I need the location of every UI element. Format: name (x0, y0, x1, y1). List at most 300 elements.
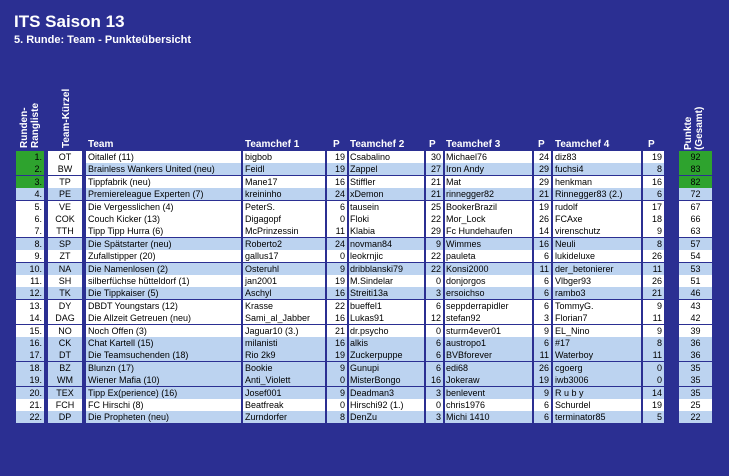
teamchef-1-cell: Anti_Violett (243, 374, 325, 386)
header-team: Team (88, 139, 114, 150)
team-cell: Brainless Wankers United (neu) (86, 163, 241, 175)
table-row (0, 250, 729, 262)
column-divider (424, 163, 426, 175)
table-row (0, 275, 729, 287)
column-divider (325, 225, 327, 237)
teamchef-4-cell: der_betonierer (553, 263, 641, 275)
teamchef-1-cell: Feidl (243, 163, 325, 175)
column-divider (532, 411, 534, 423)
points-3-cell: 6 (533, 337, 551, 349)
points-4-cell: 9 (642, 225, 664, 237)
points-1-cell: 16 (327, 337, 347, 349)
column-divider (641, 201, 643, 213)
points-2-cell: 22 (425, 213, 443, 225)
points-3-cell: 3 (533, 312, 551, 324)
column-divider (325, 275, 327, 287)
column-divider (551, 263, 553, 275)
total-points-cell: 35 (679, 387, 712, 399)
table-row (0, 374, 729, 386)
rank-cell: 22. (16, 411, 44, 423)
column-divider (532, 188, 534, 200)
column-divider (664, 362, 666, 374)
teamchef-1-cell: Osteruhl (243, 263, 325, 275)
total-points-cell: 51 (679, 275, 712, 287)
points-2-cell: 21 (425, 176, 443, 188)
column-divider (424, 387, 426, 399)
rank-cell: 11. (16, 275, 44, 287)
short-cell: DAG (48, 312, 82, 324)
table-row (0, 151, 729, 163)
column-divider (443, 374, 445, 386)
column-divider (532, 151, 534, 163)
column-divider (325, 349, 327, 361)
teamchef-2-cell: bueffel1 (348, 300, 424, 312)
column-divider (664, 287, 666, 299)
column-divider (443, 312, 445, 324)
team-cell: Couch Kicker (13) (86, 213, 241, 225)
total-points-cell: 43 (679, 300, 712, 312)
column-divider (443, 250, 445, 262)
teamchef-1-cell: Jaguar10 (3.) (243, 325, 325, 337)
column-divider (347, 263, 349, 275)
column-divider (44, 188, 46, 200)
points-1-cell: 8 (327, 411, 347, 423)
header-p3: P (538, 139, 545, 150)
column-divider (347, 151, 349, 163)
total-points-cell: 54 (679, 250, 712, 262)
header-p2: P (429, 139, 436, 150)
table-row (0, 176, 729, 188)
column-divider (551, 312, 553, 324)
column-divider (641, 213, 643, 225)
teamchef-2-cell: M.Sindelar (348, 275, 424, 287)
column-divider (82, 312, 84, 324)
points-3-cell: 6 (533, 250, 551, 262)
column-divider (241, 163, 243, 175)
team-cell: Tipp Ex(perience) (16) (86, 387, 241, 399)
short-cell: FCH (48, 399, 82, 411)
teamchef-4-cell: terminator85 (553, 411, 641, 423)
teamchef-1-cell: Bookie (243, 362, 325, 374)
column-divider (241, 325, 243, 337)
column-divider (347, 225, 349, 237)
points-4-cell: 6 (642, 188, 664, 200)
column-divider (641, 362, 643, 374)
points-2-cell: 6 (425, 349, 443, 361)
column-divider (44, 287, 46, 299)
column-divider (241, 387, 243, 399)
points-4-cell: 8 (642, 238, 664, 250)
short-cell: PE (48, 188, 82, 200)
points-3-cell: 11 (533, 263, 551, 275)
column-divider (551, 325, 553, 337)
teamchef-3-cell: sturm4ever01 (444, 325, 532, 337)
column-divider (664, 374, 666, 386)
points-2-cell: 0 (425, 275, 443, 287)
points-1-cell: 9 (327, 362, 347, 374)
points-2-cell: 6 (425, 362, 443, 374)
rank-cell: 16. (16, 337, 44, 349)
teamchef-3-cell: benlevent (444, 387, 532, 399)
column-divider (44, 213, 46, 225)
column-divider (241, 399, 243, 411)
column-divider (241, 263, 243, 275)
column-divider (44, 201, 46, 213)
points-3-cell: 9 (533, 325, 551, 337)
column-divider (325, 250, 327, 262)
total-points-cell: 42 (679, 312, 712, 324)
teamchef-2-cell: DenZu (348, 411, 424, 423)
teamchef-3-cell: Iron Andy (444, 163, 532, 175)
points-3-cell: 9 (533, 387, 551, 399)
column-divider (325, 151, 327, 163)
points-4-cell: 19 (642, 151, 664, 163)
total-points-cell: 35 (679, 374, 712, 386)
teamchef-4-cell: henkman (553, 176, 641, 188)
teamchef-4-cell: virenschutz (553, 225, 641, 237)
short-cell: COK (48, 213, 82, 225)
teamchef-2-cell: Hirschi92 (1.) (348, 399, 424, 411)
points-1-cell: 21 (327, 325, 347, 337)
column-divider (532, 263, 534, 275)
column-divider (443, 225, 445, 237)
column-divider (664, 151, 666, 163)
column-divider (82, 300, 84, 312)
points-2-cell: 0 (425, 399, 443, 411)
column-divider (44, 225, 46, 237)
teamchef-1-cell: milanisti (243, 337, 325, 349)
points-2-cell: 0 (425, 325, 443, 337)
teamchef-1-cell: Krasse (243, 300, 325, 312)
team-cell: Premiereleague Experten (7) (86, 188, 241, 200)
column-divider (82, 188, 84, 200)
column-divider (347, 213, 349, 225)
points-4-cell: 18 (642, 213, 664, 225)
teamchef-1-cell: jan2001 (243, 275, 325, 287)
rank-cell: 1. (16, 151, 44, 163)
column-divider (241, 362, 243, 374)
teamchef-4-cell: diz83 (553, 151, 641, 163)
column-divider (641, 188, 643, 200)
team-cell: Die Tippkaiser (5) (86, 287, 241, 299)
column-divider (44, 250, 46, 262)
column-divider (82, 225, 84, 237)
column-divider (532, 250, 534, 262)
team-cell: Tipp Tipp Hurra (6) (86, 225, 241, 237)
column-divider (664, 163, 666, 175)
points-4-cell: 5 (642, 411, 664, 423)
header-total: Punkte (Gesamt) (683, 106, 705, 150)
column-divider (424, 374, 426, 386)
column-divider (664, 263, 666, 275)
column-divider (532, 201, 534, 213)
rank-cell: 21. (16, 399, 44, 411)
column-divider (443, 213, 445, 225)
points-3-cell: 16 (533, 238, 551, 250)
team-cell: Blunzn (17) (86, 362, 241, 374)
points-3-cell: 6 (533, 300, 551, 312)
column-divider (241, 411, 243, 423)
teamchef-2-cell: leokrnjic (348, 250, 424, 262)
points-1-cell: 0 (327, 250, 347, 262)
teamchef-1-cell: Sami_al_Jabber (243, 312, 325, 324)
points-2-cell: 21 (425, 188, 443, 200)
teamchef-1-cell: Rio 2k9 (243, 349, 325, 361)
team-cell: Oitallef (11) (86, 151, 241, 163)
teamchef-4-cell: rambo3 (553, 287, 641, 299)
teamchef-2-cell: MisterBongo (348, 374, 424, 386)
points-2-cell: 25 (425, 201, 443, 213)
column-divider (551, 411, 553, 423)
column-divider (347, 238, 349, 250)
column-divider (347, 287, 349, 299)
column-divider (347, 349, 349, 361)
column-divider (641, 411, 643, 423)
column-divider (664, 387, 666, 399)
teamchef-1-cell: gallus17 (243, 250, 325, 262)
column-divider (641, 238, 643, 250)
short-cell: DT (48, 349, 82, 361)
teamchef-3-cell: Wimmes (444, 238, 532, 250)
column-divider (241, 225, 243, 237)
points-1-cell: 9 (327, 387, 347, 399)
header-teamchef-1: Teamchef 1 (245, 139, 300, 150)
table-row (0, 411, 729, 423)
column-divider (44, 176, 46, 188)
points-3-cell: 14 (533, 225, 551, 237)
teamchef-1-cell: Zurndorfer (243, 411, 325, 423)
points-4-cell: 8 (642, 337, 664, 349)
teamchef-4-cell: TommyG. (553, 300, 641, 312)
column-divider (532, 213, 534, 225)
teamchef-1-cell: Mane17 (243, 176, 325, 188)
column-divider (641, 325, 643, 337)
team-cell: Chat Kartell (15) (86, 337, 241, 349)
points-1-cell: 0 (327, 399, 347, 411)
column-divider (44, 312, 46, 324)
teamchef-3-cell: stefan92 (444, 312, 532, 324)
column-divider (325, 176, 327, 188)
column-divider (424, 411, 426, 423)
teamchef-4-cell: R u b y (553, 387, 641, 399)
teamchef-4-cell: rudolf (553, 201, 641, 213)
points-1-cell: 22 (327, 300, 347, 312)
table-row (0, 163, 729, 175)
column-divider (443, 362, 445, 374)
points-1-cell: 0 (327, 213, 347, 225)
short-cell: DY (48, 300, 82, 312)
team-cell: Die Allzeit Getreuen (neu) (86, 312, 241, 324)
teamchef-3-cell: rinnegger82 (444, 188, 532, 200)
short-cell: DP (48, 411, 82, 423)
rank-cell: 17. (16, 349, 44, 361)
column-divider (241, 238, 243, 250)
teamchef-1-cell: bigbob (243, 151, 325, 163)
column-divider (664, 312, 666, 324)
teamchef-1-cell: kreininho (243, 188, 325, 200)
column-divider (241, 275, 243, 287)
column-divider (664, 411, 666, 423)
column-divider (325, 213, 327, 225)
points-1-cell: 19 (327, 151, 347, 163)
column-divider (241, 287, 243, 299)
page-title: ITS Saison 13 (14, 12, 125, 31)
column-divider (641, 337, 643, 349)
column-divider (532, 225, 534, 237)
total-points-cell: 57 (679, 238, 712, 250)
table-row (0, 238, 729, 250)
team-cell: Die Vergesslichen (4) (86, 201, 241, 213)
column-divider (532, 325, 534, 337)
teamchef-3-cell: Michael76 (444, 151, 532, 163)
column-divider (44, 374, 46, 386)
column-divider (641, 176, 643, 188)
column-divider (424, 225, 426, 237)
column-divider (551, 287, 553, 299)
teamchef-2-cell: dribblanski79 (348, 263, 424, 275)
points-2-cell: 29 (425, 225, 443, 237)
teamchef-3-cell: chris1976 (444, 399, 532, 411)
column-divider (532, 387, 534, 399)
column-divider (347, 337, 349, 349)
header-teamchef-2: Teamchef 2 (350, 139, 405, 150)
column-divider (443, 411, 445, 423)
table-row (0, 225, 729, 237)
points-1-cell: 0 (327, 374, 347, 386)
column-divider (443, 238, 445, 250)
teamchef-1-cell: McPrinzessin (243, 225, 325, 237)
column-divider (325, 287, 327, 299)
teamchef-3-cell: Jokeraw (444, 374, 532, 386)
teamchef-4-cell: lukideluxe (553, 250, 641, 262)
column-divider (241, 201, 243, 213)
points-1-cell: 16 (327, 176, 347, 188)
column-divider (82, 287, 84, 299)
column-divider (551, 399, 553, 411)
column-divider (44, 275, 46, 287)
points-4-cell: 26 (642, 250, 664, 262)
header-rank: Runden-Rangliste (19, 102, 41, 148)
points-4-cell: 21 (642, 287, 664, 299)
team-cell: Wiener Mafia (10) (86, 374, 241, 386)
total-points-cell: 63 (679, 225, 712, 237)
column-divider (424, 275, 426, 287)
short-cell: TTH (48, 225, 82, 237)
short-cell: CK (48, 337, 82, 349)
points-1-cell: 24 (327, 238, 347, 250)
points-2-cell: 22 (425, 250, 443, 262)
column-divider (664, 213, 666, 225)
teamchef-4-cell: Neuli (553, 238, 641, 250)
column-divider (443, 399, 445, 411)
points-3-cell: 29 (533, 163, 551, 175)
short-cell: TK (48, 287, 82, 299)
column-divider (443, 387, 445, 399)
column-divider (443, 300, 445, 312)
short-cell: OT (48, 151, 82, 163)
teamchef-3-cell: austropo1 (444, 337, 532, 349)
rank-cell: 15. (16, 325, 44, 337)
column-divider (443, 151, 445, 163)
column-divider (551, 300, 553, 312)
rank-cell: 4. (16, 188, 44, 200)
teamchef-1-cell: Digagopf (243, 213, 325, 225)
column-divider (424, 337, 426, 349)
table-row (0, 263, 729, 275)
points-3-cell: 6 (533, 411, 551, 423)
column-divider (241, 151, 243, 163)
team-cell: Noch Offen (3) (86, 325, 241, 337)
rank-cell: 5. (16, 201, 44, 213)
column-divider (551, 201, 553, 213)
column-divider (424, 250, 426, 262)
rank-cell: 9. (16, 250, 44, 262)
team-cell: DBDT Youngstars (12) (86, 300, 241, 312)
column-divider (532, 275, 534, 287)
column-divider (551, 250, 553, 262)
team-cell: Die Spätstarter (neu) (86, 238, 241, 250)
points-1-cell: 16 (327, 312, 347, 324)
column-divider (44, 349, 46, 361)
header-p1: P (333, 139, 340, 150)
total-points-cell: 36 (679, 349, 712, 361)
column-divider (241, 300, 243, 312)
teamchef-4-cell: Vlbger93 (553, 275, 641, 287)
table-row (0, 325, 729, 337)
teamchef-2-cell: Stiffler (348, 176, 424, 188)
column-divider (82, 337, 84, 349)
points-4-cell: 8 (642, 163, 664, 175)
short-cell: BW (48, 163, 82, 175)
points-3-cell: 6 (533, 399, 551, 411)
teamchef-2-cell: Gunupi (348, 362, 424, 374)
column-divider (325, 188, 327, 200)
rank-cell: 14. (16, 312, 44, 324)
column-divider (241, 374, 243, 386)
column-divider (424, 312, 426, 324)
teamchef-3-cell: seppderrapidler (444, 300, 532, 312)
column-divider (325, 374, 327, 386)
teamchef-3-cell: donjorgos (444, 275, 532, 287)
rank-cell: 18. (16, 362, 44, 374)
points-3-cell: 19 (533, 201, 551, 213)
points-2-cell: 27 (425, 163, 443, 175)
column-divider (241, 188, 243, 200)
column-divider (347, 201, 349, 213)
column-divider (532, 238, 534, 250)
total-points-cell: 66 (679, 213, 712, 225)
team-cell: Die Propheten (neu) (86, 411, 241, 423)
column-divider (82, 213, 84, 225)
column-divider (44, 151, 46, 163)
column-divider (241, 349, 243, 361)
column-divider (424, 263, 426, 275)
short-cell: WM (48, 374, 82, 386)
table-row (0, 312, 729, 324)
column-divider (641, 300, 643, 312)
column-divider (347, 300, 349, 312)
rank-cell: 7. (16, 225, 44, 237)
column-divider (82, 349, 84, 361)
teamchef-3-cell: Mor_Lock (444, 213, 532, 225)
teamchef-3-cell: edi68 (444, 362, 532, 374)
table-row (0, 300, 729, 312)
column-divider (82, 411, 84, 423)
column-divider (347, 250, 349, 262)
teamchef-2-cell: Floki (348, 213, 424, 225)
total-points-cell: 83 (679, 163, 712, 175)
points-3-cell: 24 (533, 151, 551, 163)
